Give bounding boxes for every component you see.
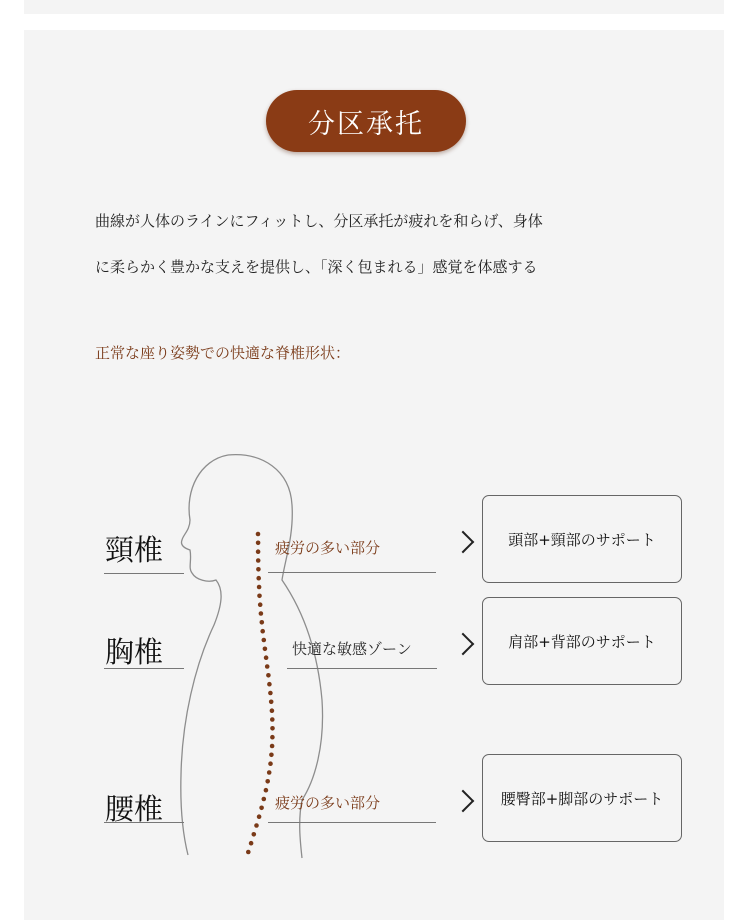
spine-dot (249, 841, 254, 846)
region-thoracic: 胸椎 (105, 635, 164, 669)
spine-dot (257, 585, 262, 590)
spine-dot (267, 770, 272, 775)
spine-dot (270, 708, 275, 713)
spine-dot (258, 602, 263, 607)
zone-underline (268, 572, 436, 573)
spine-dot (254, 823, 259, 828)
description-line-1: 曲線が人体のラインにフィットし、分区承托が疲れを和らげ、身体 (95, 212, 543, 230)
zone-label-cervical: 疲労の多い部分 (275, 539, 381, 557)
spine-dot (264, 655, 269, 660)
spine-subheading: 正常な座り姿勢での快適な脊椎形状： (95, 344, 351, 362)
region-cervical: 頸椎 (105, 533, 164, 567)
support-box-head-neck: 頭部+頸部のサポート (482, 495, 682, 583)
spine-dot (252, 832, 257, 837)
zone-underline (287, 668, 437, 669)
zone-label-lumbar: 疲労の多い部分 (275, 794, 381, 812)
spine-dot (270, 726, 275, 731)
spine-dot (259, 611, 264, 616)
spine-dot (264, 788, 269, 793)
spine-dot (267, 682, 272, 687)
body-outline (181, 455, 228, 855)
spine-dot (268, 761, 273, 766)
region-underline (104, 822, 184, 823)
spine-dot (270, 744, 275, 749)
spine-dot (270, 717, 275, 722)
spine-dot (256, 541, 261, 546)
spine-dot (260, 629, 265, 634)
spine-dot (257, 814, 262, 819)
spine-dots (246, 532, 275, 855)
spine-dot (257, 594, 262, 599)
region-underline (104, 573, 184, 574)
spine-dot (262, 638, 267, 643)
spine-dot (260, 620, 265, 625)
spine-dot (269, 700, 274, 705)
page-title: 分区承托 (308, 108, 424, 140)
spine-dot (269, 753, 274, 758)
spine-dot (263, 647, 268, 652)
support-box-shoulder-back: 肩部+背部のサポート (482, 597, 682, 685)
support-box-waist-legs: 腰臀部+脚部のサポート (482, 754, 682, 842)
description-line-2: に柔らかく豊かな支えを提供し、「深く包まれる」感覚を体感する (95, 258, 538, 276)
region-underline (104, 668, 184, 669)
spine-dot (262, 797, 267, 802)
spine-dot (246, 850, 251, 855)
spine-dot (256, 558, 261, 563)
region-lumbar: 腰椎 (105, 792, 164, 826)
spine-dot (268, 691, 273, 696)
spine-dot (265, 779, 270, 784)
spine-dot (256, 532, 261, 537)
spine-dot (256, 576, 261, 581)
spine-dot (256, 567, 261, 572)
spine-dot (266, 673, 271, 678)
zone-underline (268, 822, 436, 823)
spine-dot (265, 664, 270, 669)
spine-dot (270, 735, 275, 740)
spine-dot (259, 806, 264, 811)
spine-dot (256, 549, 261, 554)
zone-label-thoracic: 快適な敏感ゾーン (292, 640, 412, 658)
